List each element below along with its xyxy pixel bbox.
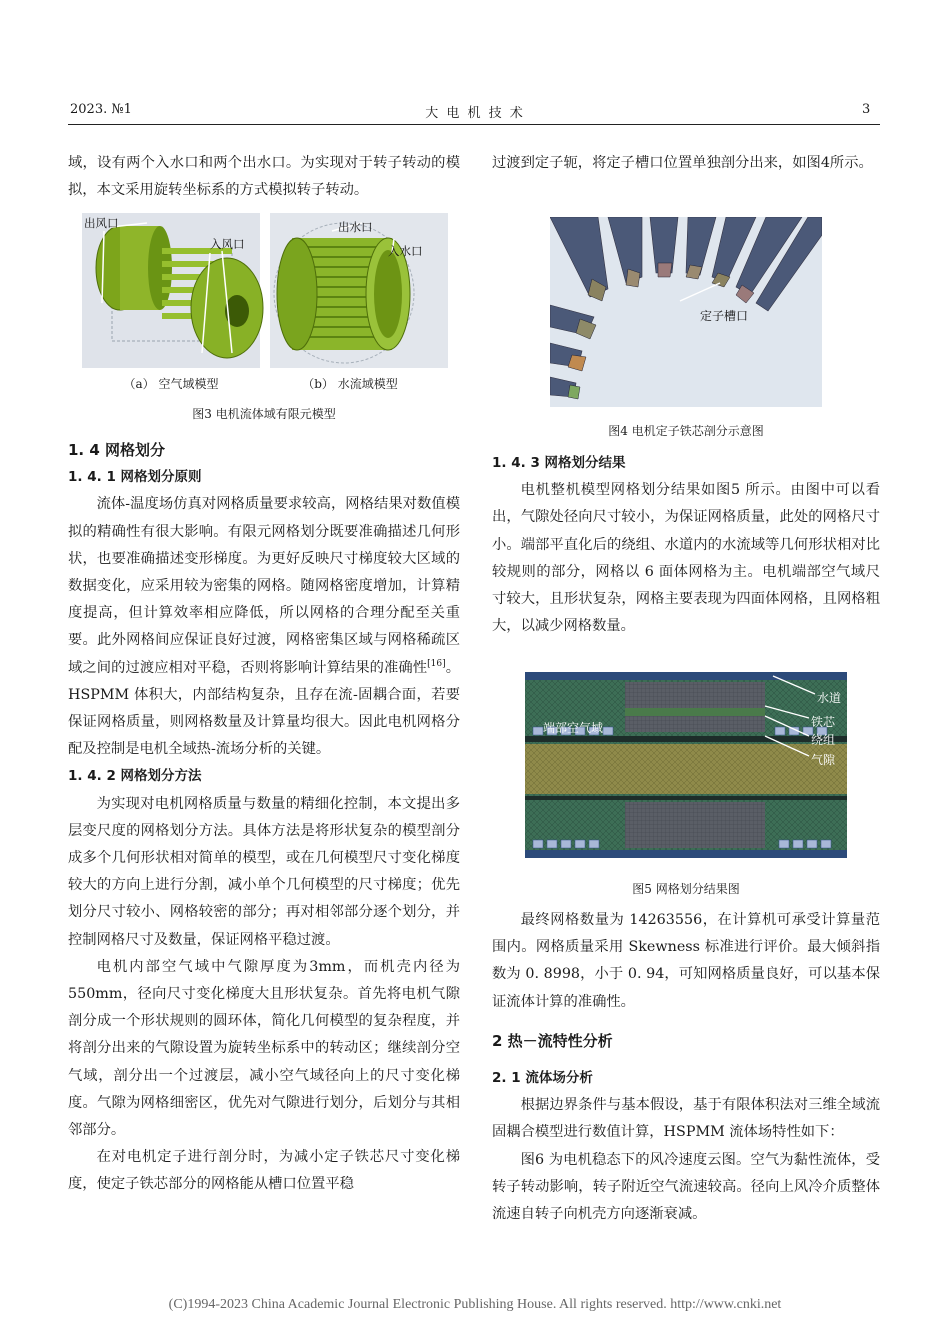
paragraph-fluid-analysis: 根据边界条件与基本假设，基于有限体积法对三维全域流固耦合模型进行数值计算，HSPMM 流体场特性如下： [492, 1097, 880, 1141]
fig4-caption: 图4 电机定子铁芯剖分示意图 [608, 424, 764, 438]
figure-5 [525, 672, 847, 858]
journal-title: 大 电 机 技 术 [425, 106, 525, 121]
water-channel-label: 水道 [817, 691, 842, 705]
left-intro [68, 150, 460, 204]
right-intro-text: 过渡到定子轭，将定子槽口位置单独剖分出来，如图4所示。 [492, 155, 873, 171]
paragraph-mesh-count: 最终网格数量为 14263556，在计算机可承受计算量范围内。网格质量采用 Skewness 标准进行评价。最大倾斜指数为 0. 8998，小于 0. 94，可知网格质量良好，可以基本保证流体计算的准确性。 [492, 912, 880, 1010]
fig3a-outlet-label: 出风口 [84, 216, 119, 230]
fig3-image [82, 213, 448, 368]
section-2-heading: 2 热－流特性分析 [492, 1031, 613, 1050]
left-body [68, 437, 460, 1199]
copyright-footer: (C)1994-2023 China Academic Journal Electronic Publishing House. All rights reserved. http://www.cnki.net [168, 1297, 782, 1312]
fig3-sub-a: （a） 空气域模型 [123, 377, 219, 391]
paragraph-fig6: 图6 为电机稳态下的风冷速度云图。空气为黏性流体，受转子转动影响，转子附近空气流速较高。径向上风冷介质整体流速自转子向机壳方向逐渐衰减。 [492, 1151, 880, 1223]
left-intro-text: 域，设有两个入水口和两个出水口。为实现对于转子转动的模拟，本文采用旋转坐标系的方式模拟转子转动。 [68, 155, 460, 199]
section-1-4-heading: 1. 4 网格划分 [68, 441, 166, 459]
right-intro [492, 150, 880, 177]
section-1-4-1-heading: 1. 4. 1 网格划分原则 [68, 469, 202, 486]
fig3-caption: 图3 电机流体域有限元模型 [192, 407, 336, 421]
section-1-4-2-heading: 1. 4. 2 网格划分方法 [68, 768, 202, 785]
right-body-2 [492, 907, 880, 1228]
end-air-domain-label: 端部空气域 [543, 721, 604, 735]
citation-16: [16] [427, 658, 446, 669]
winding-label: 绕组 [811, 733, 836, 747]
figure-4 [550, 217, 822, 407]
fig3b-outlet-label: 出水口 [338, 220, 373, 234]
stator-slot-label: 定子槽口 [700, 309, 749, 323]
iron-core-label: 铁芯 [811, 715, 836, 729]
issue-number: 2023. №1 [70, 102, 132, 117]
fig5-image [525, 672, 847, 858]
section-2-1-heading: 2. 1 流体场分析 [492, 1070, 593, 1087]
paragraph-stator: 在对电机定子进行剖分时，为减小定子铁芯尺寸变化梯度，使定子铁芯部分的网格能从槽口位置平稳 [68, 1149, 460, 1193]
p1-text: 流体-温度场仿真对网格质量要求较高，网格结果对数值模拟的精确性有很大影响。有限元网格划分既要准确描述几何形状，也要准确描述变形梯度。为更好反映尺寸梯度较大区域的数据变化，应采用较为密集的网格。随网格密度增加，计算精度提高，但计算效率相应降低，所以网格的合理分配至关重要。此外网格间应保证良好过渡，网格密集区域与网格稀疏区域之间的过渡应相对平稳，否则将影响计算结果的准确性 [68, 496, 460, 676]
fig3b-inlet-label: 入水口 [388, 244, 423, 258]
fig3-sub-b: （b） 水流域模型 [302, 377, 398, 391]
fig3a-inlet-label: 入风口 [210, 237, 245, 251]
figure-3 [82, 213, 448, 368]
right-body-1 [492, 450, 880, 640]
page-number: 3 [862, 102, 871, 117]
paragraph-mesh-method: 为实现对电机网格质量与数量的精细化控制，本文提出多层变尺度的网格划分方法。具体方法是将形状复杂的模型剖分成多个几何形状相对简单的模型，或在几何模型尺寸变化梯度较大的方向上进行分割，减小单个几何模型的尺寸梯度；优先划分尺寸较小、网格较密的部分；再对相邻部分逐个划分，并控制网格尺寸及数量，保证网格平稳过渡。 [68, 795, 460, 948]
p1-tail: 。HSPMM 体积大，内部结构复杂，且存在流-固耦合面，若要保证网格质量，则网格数量及计算量均很大。因此电机网格分配及控制是电机全域热-流场分析的关键。 [68, 659, 461, 758]
header-rule [68, 124, 880, 125]
fig4-image [550, 217, 822, 407]
air-gap-label: 气隙 [811, 753, 836, 767]
paragraph-air-gap: 电机内部空气域中气隙厚度为3mm，而机壳内径为550mm，径向尺寸变化梯度大且形状复杂。首先将电机气隙剖分成一个形状规则的圆环体，简化几何模型的复杂程度，并将剖分出来的气隙设置为旋转坐标系中的转动区；继续剖分空气域，剖分出一个过渡层，减小空气域径向上的尺寸变化梯度。气隙为网格细密区，优先对气隙进行划分，后划分与其相邻部分。 [68, 958, 460, 1139]
paragraph-mesh-principle [68, 491, 460, 763]
fig5-caption: 图5 网格划分结果图 [632, 882, 740, 896]
section-1-4-3-heading: 1. 4. 3 网格划分结果 [492, 455, 626, 471]
paragraph-mesh-result: 电机整机模型网格划分结果如图5 所示。由图中可以看出，气隙处径向尺寸较小，为保证网格质量，此处的网格尺寸小。端部平直化后的绕组、水道内的水流域等几何形状相对比较规则的部分，网格以 6 面体网格为主。电机端部空气域尺寸较大，且形状复杂，网格主要表现为四面体网格，且网格粗大，以减少网格数量。 [492, 482, 880, 635]
